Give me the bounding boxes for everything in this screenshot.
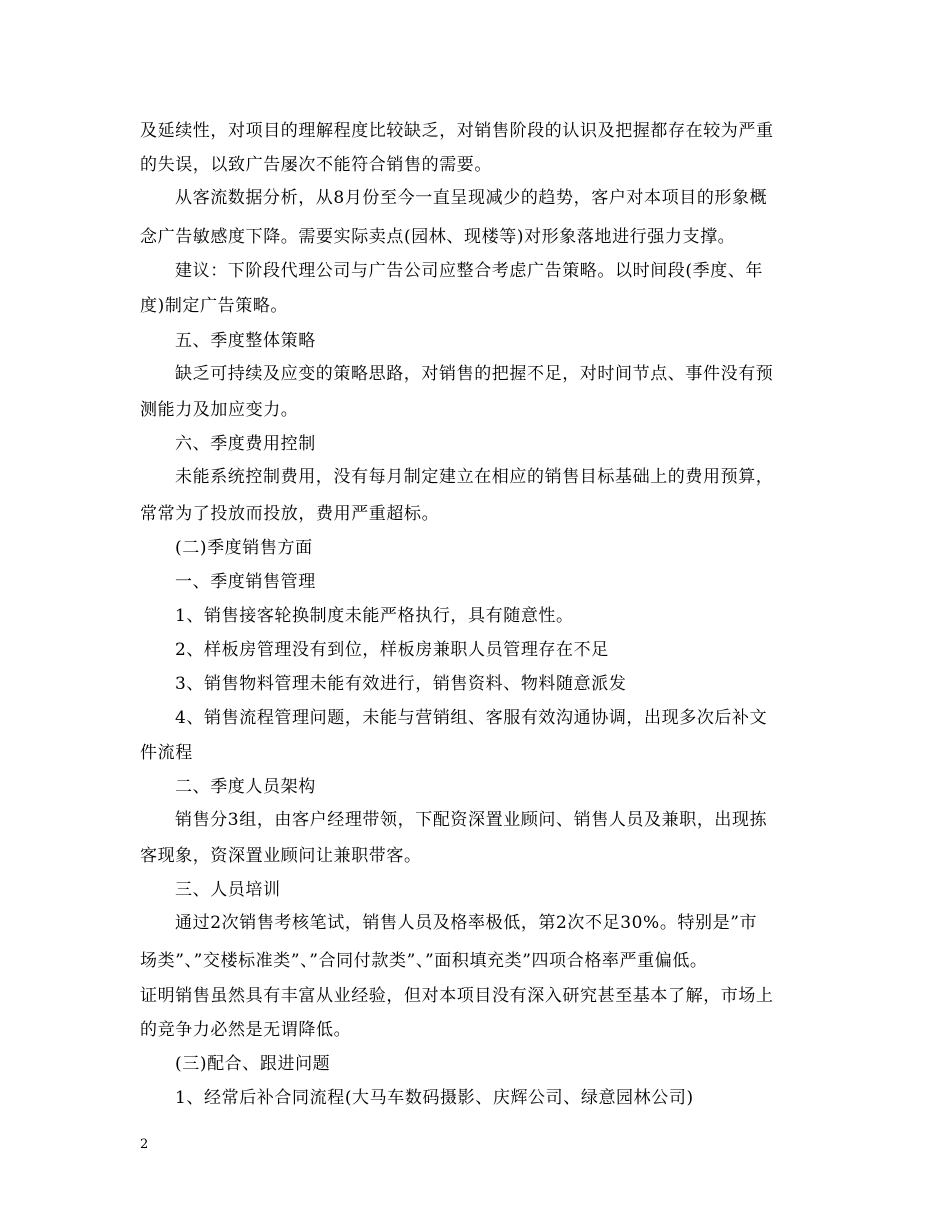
- list-item: 2、样板房管理没有到位，样板房兼职人员管理存在不足: [175, 640, 609, 660]
- body-text-line: 念广告敏感度下降。需要实际卖点(园林、现楼等)对形象落地进行强力支撑。: [140, 227, 736, 247]
- section-heading: 二、季度人员架构: [175, 777, 316, 797]
- list-item: 1、经常后补合同流程(大马车数码摄影、庆辉公司、绿意园林公司): [175, 1088, 694, 1108]
- body-text-line: 销售分3组，由客户经理带领，下配资深置业顾问、销售人员及兼职，出现拣: [175, 810, 768, 830]
- body-text-line: 的竞争力必然是无谓降低。: [140, 1020, 352, 1040]
- body-text-line: 未能系统控制费用，没有每月制定建立在相应的销售目标基础上的费用预算，: [175, 467, 774, 487]
- body-text-line: 度)制定广告策略。: [140, 296, 289, 316]
- list-item: 4、销售流程管理问题，未能与营销组、客服有效沟通协调，出现多次后补文: [175, 708, 768, 728]
- section-heading: (三)配合、跟进问题: [175, 1054, 331, 1074]
- body-text-line: 测能力及加应变力。: [140, 400, 299, 420]
- section-heading: 六、季度费用控制: [175, 434, 316, 454]
- body-text-line: 场类”、”交楼标准类”、”合同付款类”、”面积填充类”四项合格率严重偏低。: [140, 951, 708, 971]
- section-heading: (二)季度销售方面: [175, 538, 313, 558]
- section-heading: 一、季度销售管理: [175, 572, 316, 592]
- body-text-line: 及延续性，对项目的理解程度比较缺乏，对销售阶段的认识及把握都存在较为严重: [140, 121, 774, 141]
- body-text-line: 缺乏可持续及应变的策略思路，对销售的把握不足，对时间节点、事件没有预: [175, 364, 774, 384]
- list-item: 1、销售接客轮换制度未能严格执行，具有随意性。: [175, 606, 574, 626]
- body-text-line: 通过2次销售考核笔试，销售人员及格率极低，第2次不足30%。特别是”市: [175, 913, 758, 933]
- body-text-line: 件流程: [140, 743, 193, 763]
- section-heading: 五、季度整体策略: [175, 331, 316, 351]
- body-text-line: 常常为了投放而投放，费用严重超标。: [140, 504, 440, 524]
- section-heading: 三、人员培训: [175, 880, 281, 900]
- body-text-line: 从客流数据分析，从8月份至今一直呈现减少的趋势，客户对本项目的形象概: [175, 188, 768, 208]
- body-text-line: 证明销售虽然具有丰富从业经验，但对本项目没有深入研究甚至基本了解，市场上: [140, 986, 774, 1006]
- body-text-line: 建议：下阶段代理公司与广告公司应整合考虑广告策略。以时间段(季度、年: [175, 261, 764, 281]
- page-number: 2: [140, 1137, 149, 1152]
- body-text-line: 的失误，以致广告屡次不能符合销售的需要。: [140, 155, 492, 175]
- body-text-line: 客现象，资深置业顾问让兼职带客。: [140, 846, 422, 866]
- list-item: 3、销售物料管理未能有效进行，销售资料、物料随意派发: [175, 674, 627, 694]
